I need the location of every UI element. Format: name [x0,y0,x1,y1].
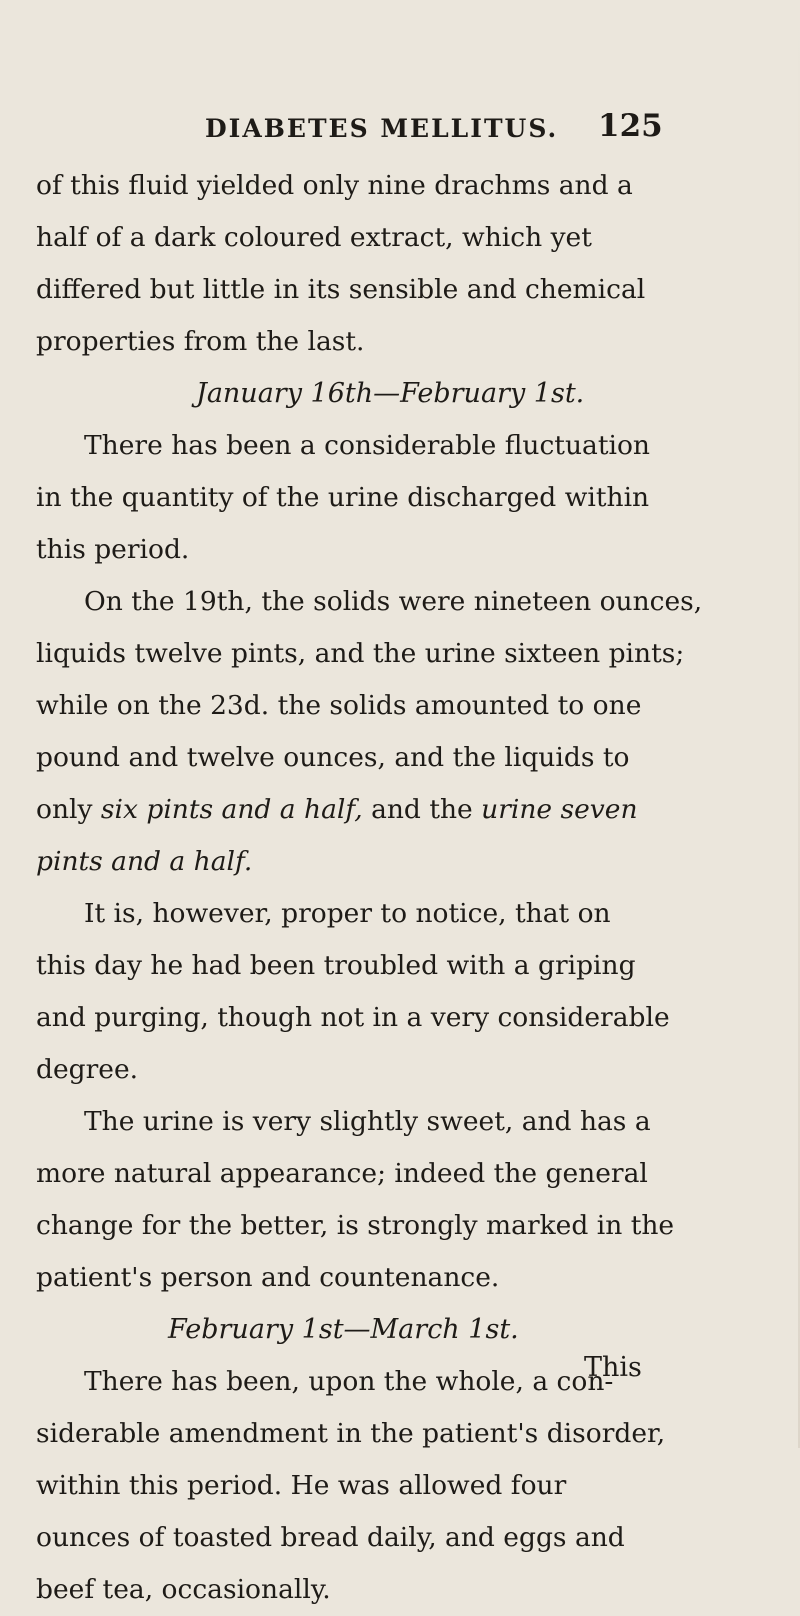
text-line: siderable amendment in the patient's disorder, [36,1418,666,1449]
text-line: pints and a half. [36,846,253,877]
text-line: and purging, though not in a very considerable [36,1002,670,1033]
text-line: liquids twelve pints, and the urine sixteen pints; [36,638,685,669]
text-line: half of a dark coloured extract, which yet [36,222,592,253]
text-line: of this fluid yielded only nine drachms and a [36,170,633,201]
text-line: patient's person and countenance. [36,1262,500,1293]
text-line: There has been a considerable fluctuation [84,430,650,461]
text-line: beef tea, occasionally. [36,1574,331,1605]
text-line: this day he had been troubled with a griping [36,950,636,981]
section-heading-jan-feb: January 16th—February 1st. [196,378,585,409]
text-line: The urine is very slightly sweet, and has a [84,1106,651,1137]
text-line: in the quantity of the urine discharged within [36,482,650,513]
text-run: only [36,794,101,825]
italic-run: urine seven [481,794,638,825]
text-line: There has been, upon the whole, a con- [84,1366,614,1397]
text-line: On the 19th, the solids were nineteen ounces, [84,586,703,617]
section-heading-feb-mar: February 1st—March 1st. [168,1314,519,1345]
body-text [36,160,703,1616]
text-line [36,784,656,836]
text-line: pound and twelve ounces, and the liquids to [36,742,630,773]
text-line: while on the 23d. the solids amounted to one [36,690,642,721]
text-line: degree. [36,1054,139,1085]
text-line: within this period. He was allowed four [36,1470,567,1501]
page-number: 125 [598,108,663,144]
italic-run: six pints and a half, [100,794,363,825]
text-line: more natural appearance; indeed the general [36,1158,648,1189]
text-line: It is, however, proper to notice, that on [84,898,611,929]
text-line: ounces of toasted bread daily, and eggs and [36,1522,625,1553]
text-run: and the [362,794,482,825]
text-line: change for the better, is strongly marked in the [36,1210,675,1241]
page-header [0,108,800,148]
running-title: DIABETES MELLITUS. [205,114,559,143]
catchword: This [584,1352,642,1383]
text-line: this period. [36,534,190,565]
text-line: differed but little in its sensible and chemical [36,274,646,305]
text-line: properties from the last. [36,326,365,357]
